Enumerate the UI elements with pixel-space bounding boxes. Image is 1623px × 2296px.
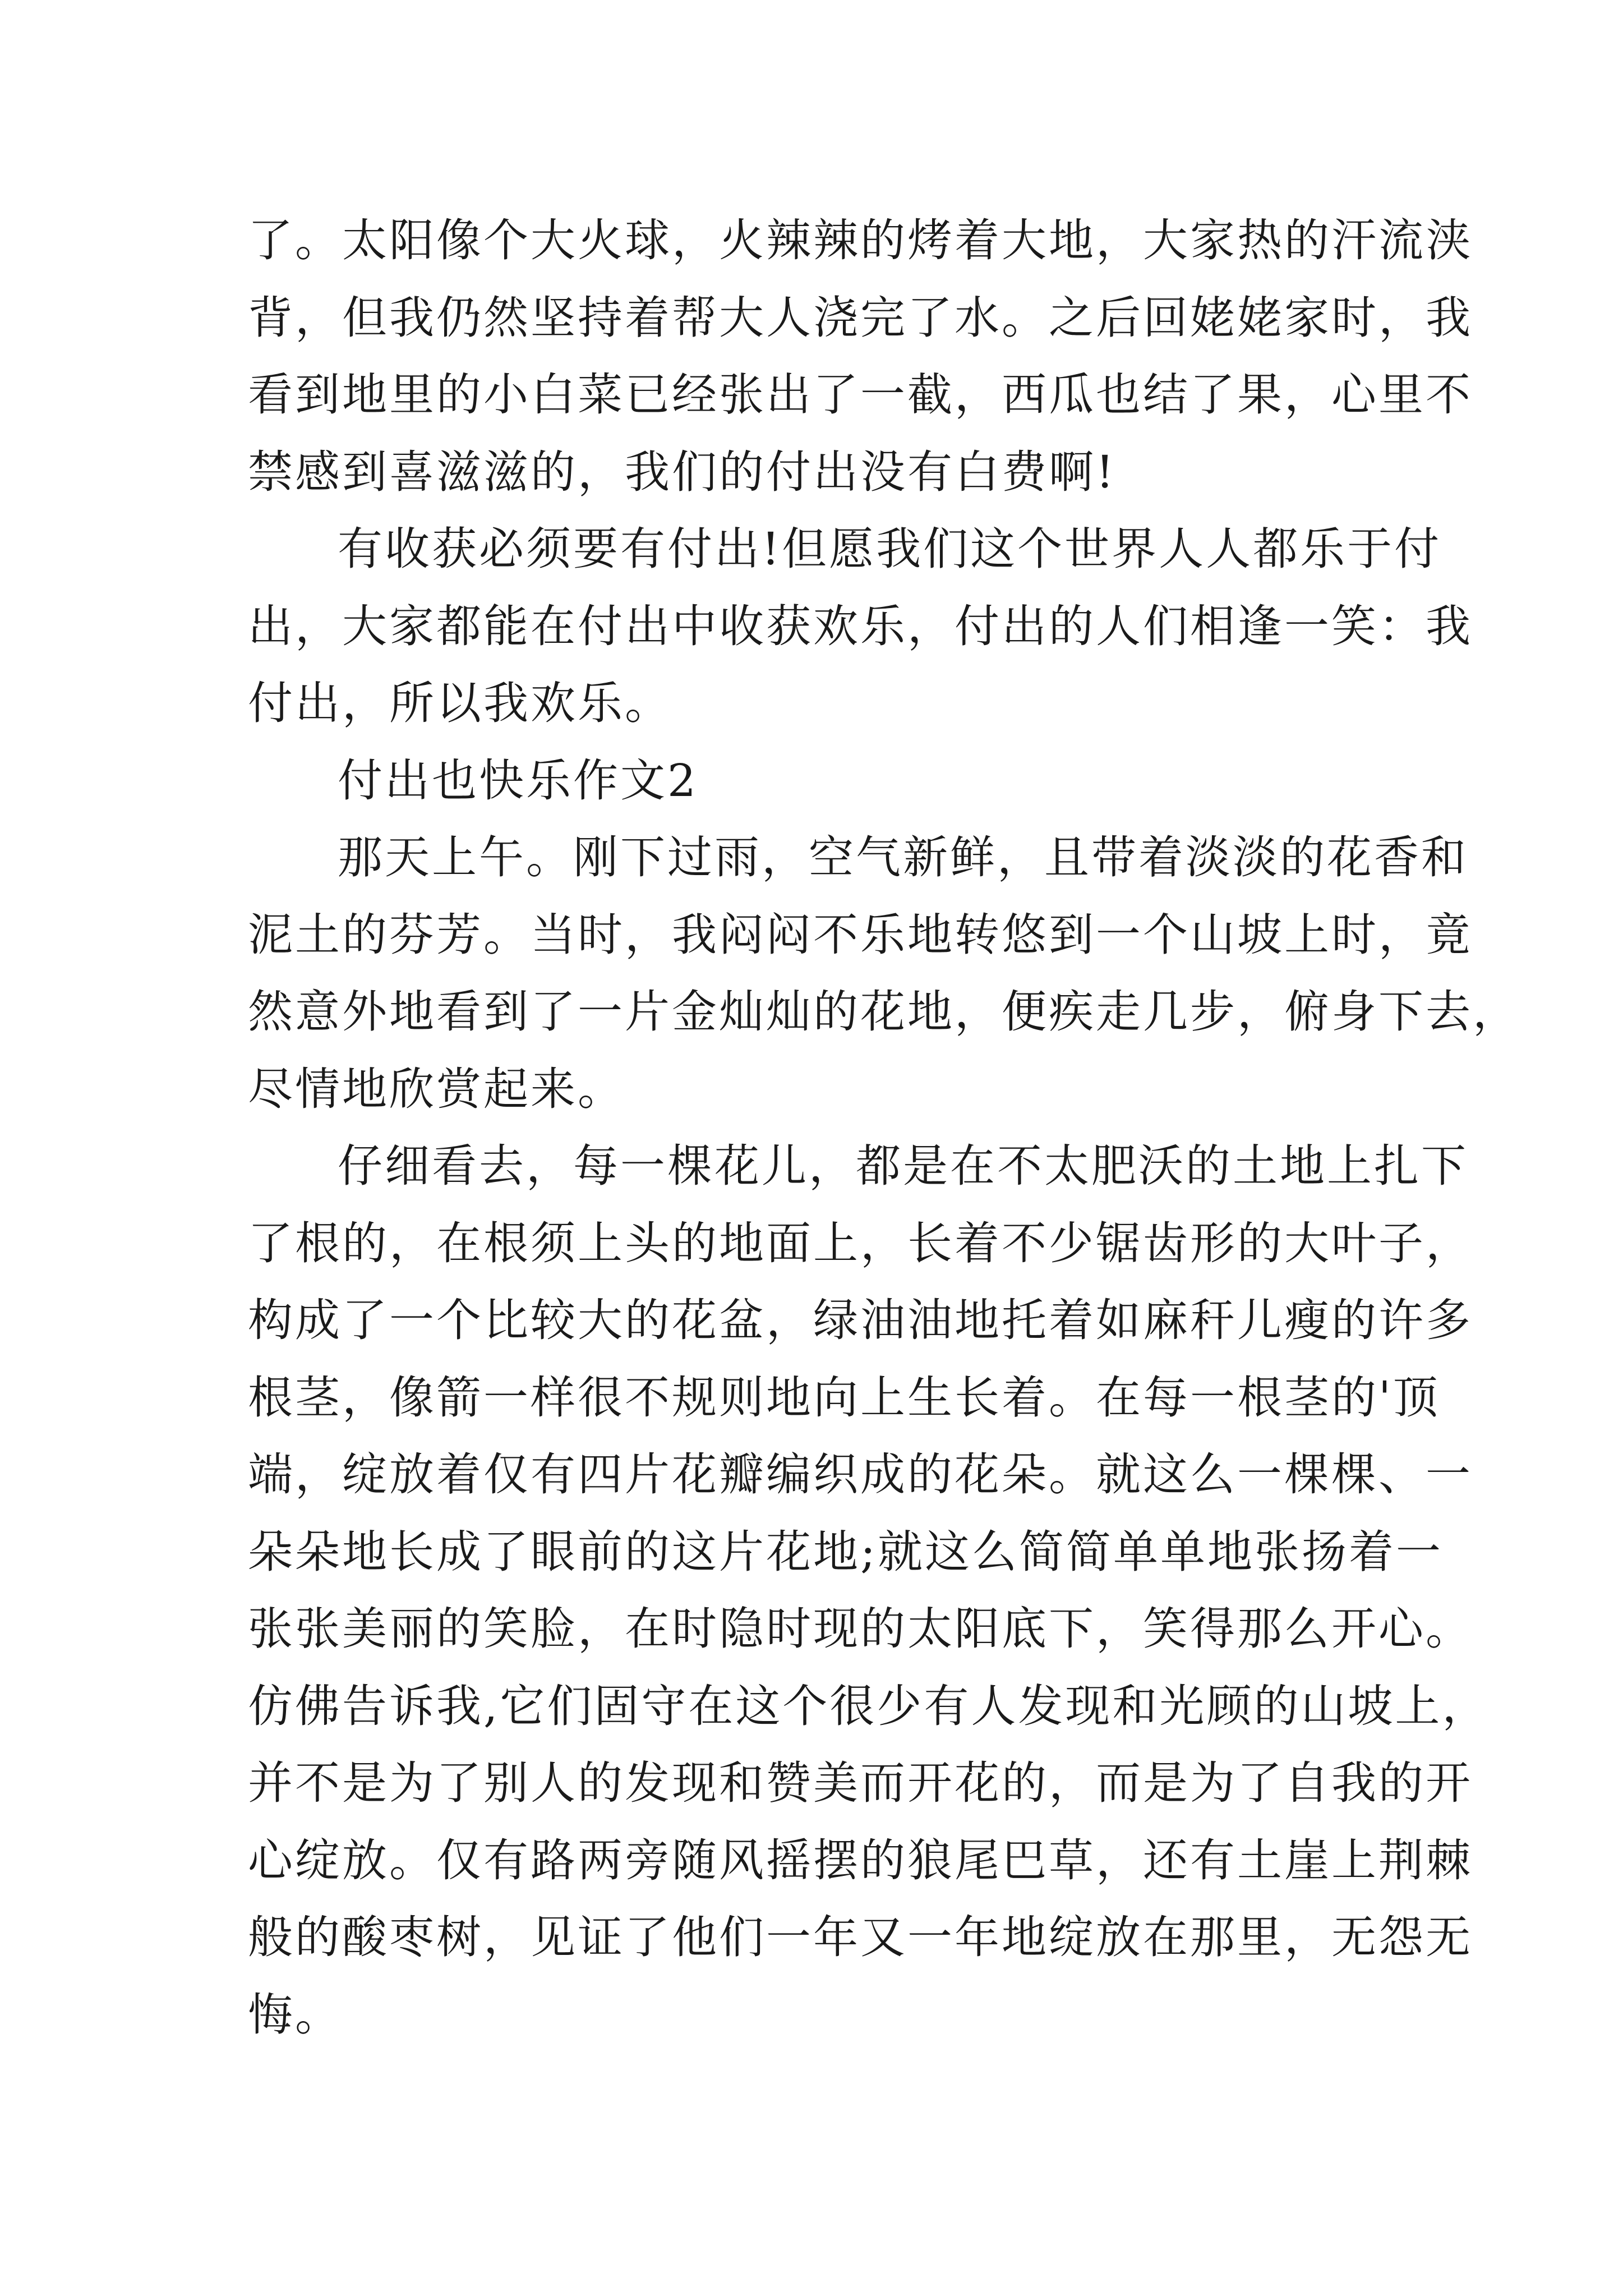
text-line: 付出，所以我欢乐。 <box>248 677 672 729</box>
text-line: 朵朵地长成了眼前的这片花地;就这么简简单单地张扬着一 <box>248 1525 1443 1578</box>
text-line: 根茎，像箭一样很不规则地向上生长着。在每一根茎的'顶 <box>248 1371 1440 1424</box>
text-line: 并不是为了别人的发现和赞美而开花的，而是为了自我的开 <box>248 1757 1473 1809</box>
text-line: 有收获必须要有付出!但愿我们这个世界人人都乐于付 <box>338 523 1442 575</box>
text-line: 心绽放。仅有路两旁随风摇摆的狼尾巴草，还有土崖上荆棘 <box>248 1834 1473 1887</box>
text-line: 了根的，在根须上头的地面上，长着不少锯齿形的大叶子， <box>248 1217 1473 1269</box>
text-line: 了。太阳像个大火球，火辣辣的烤着大地，大家热的汗流浃 <box>248 214 1473 266</box>
section-title: 付出也快乐作文2 <box>338 754 698 807</box>
text-line: 仿佛告诉我,它们固守在这个很少有人发现和光顾的山坡上， <box>248 1680 1490 1732</box>
text-line: 看到地里的小白菜已经张出了一截，西瓜也结了果，心里不 <box>248 369 1473 421</box>
text-line: 仔细看去，每一棵花儿，都是在不太肥沃的土地上扎下 <box>338 1140 1468 1192</box>
text-line: 然意外地看到了一片金灿灿的花地，便疾走几步，俯身下去， <box>248 986 1520 1038</box>
text-line: 端，绽放着仅有四片花瓣编织成的花朵。就这么一棵棵、一 <box>248 1448 1473 1501</box>
document-body <box>248 202 1520 2053</box>
text-line: 那天上午。刚下过雨，空气新鲜，且带着淡淡的花香和 <box>338 831 1468 884</box>
text-line: 禁感到喜滋滋的，我们的付出没有白费啊! <box>248 445 1117 498</box>
text-line: 悔。 <box>248 1988 342 2041</box>
text-line: 泥土的芬芳。当时，我闷闷不乐地转悠到一个山坡上时，竟 <box>248 908 1473 961</box>
text-line: 张张美丽的笑脸，在时隐时现的太阳底下，笑得那么开心。 <box>248 1603 1473 1655</box>
text-line: 尽情地欣赏起来。 <box>248 1062 625 1115</box>
text-line: 出，大家都能在付出中收获欢乐，付出的人们相逢一笑：我 <box>248 600 1473 652</box>
text-line: 背，但我仍然坚持着帮大人浇完了水。之后回姥姥家时，我 <box>248 291 1473 344</box>
text-line: 般的酸枣树，见证了他们一年又一年地绽放在那里，无怨无 <box>248 1911 1473 1963</box>
text-line: 构成了一个比较大的花盆，绿油油地托着如麻秆儿瘦的许多 <box>248 1294 1473 1346</box>
